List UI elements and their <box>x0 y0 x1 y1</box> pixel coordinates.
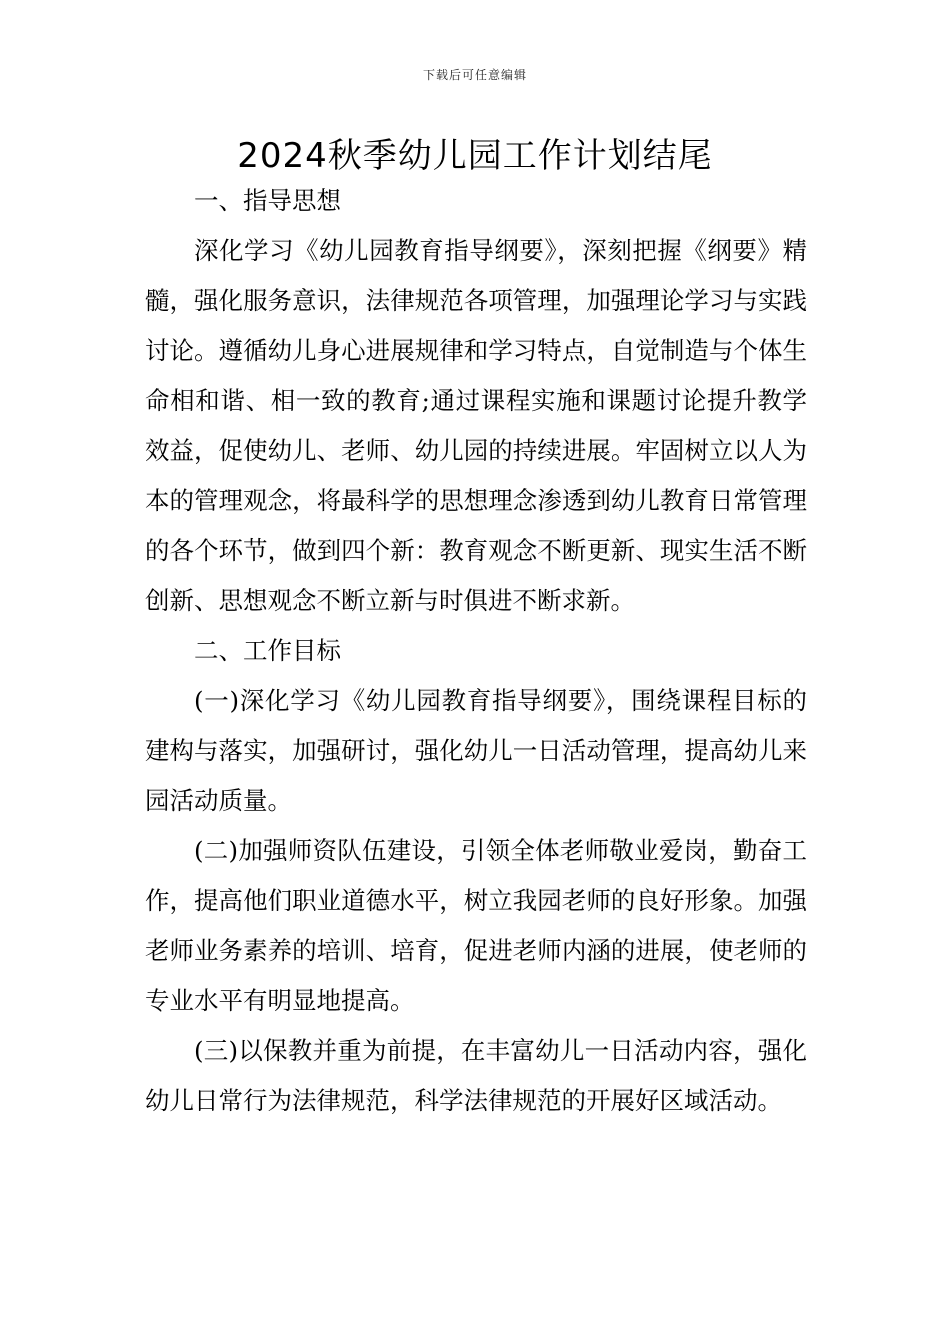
document-body <box>145 176 807 1126</box>
paragraph-goal-1: (一)深化学习《幼儿园教育指导纲要》，围绕课程目标的建构与落实，加强研讨，强化幼儿一日活动管理，提高幼儿来园活动质量。 <box>145 686 807 815</box>
header-note: 下载后可任意编辑 <box>422 68 527 82</box>
paragraph-goal-3: (三)以保教并重为前提，在丰富幼儿一日活动内容，强化幼儿日常行为法律规范，科学法律规范的开展好区域活动。 <box>145 1036 807 1115</box>
paragraph-guiding-ideology: 深化学习《幼儿园教育指导纲要》，深刻把握《纲要》精髓，强化服务意识，法律规范各项管理，加强理论学习与实践讨论。遵循幼儿身心进展规律和学习特点，自觉制造与个体生命相和谐、相一致的教育;通过课程实施和课题讨论提升教学效益，促使幼儿、老师、幼儿园的持续进展。牢固树立以人为本的管理观念，将最科学的思想理念渗透到幼儿教育日常管理的各个环节，做到四个新：教育观念不断更新、现实生活不断创新、思想观念不断立新与时俱进不断求新。 <box>145 236 807 615</box>
document-title: 2024秋季幼儿园工作计划结尾 <box>237 136 713 176</box>
paragraph-goal-2: (二)加强师资队伍建设，引领全体老师敬业爱岗，勤奋工作，提高他们职业道德水平，树立我园老师的良好形象。加强老师业务素养的培训、培育，促进老师内涵的进展，使老师的专业水平有明显地提高。 <box>145 836 807 1015</box>
section-heading-guiding-ideology: 一、指导思想 <box>194 186 341 215</box>
section-heading-work-goals: 二、工作目标 <box>194 636 341 665</box>
